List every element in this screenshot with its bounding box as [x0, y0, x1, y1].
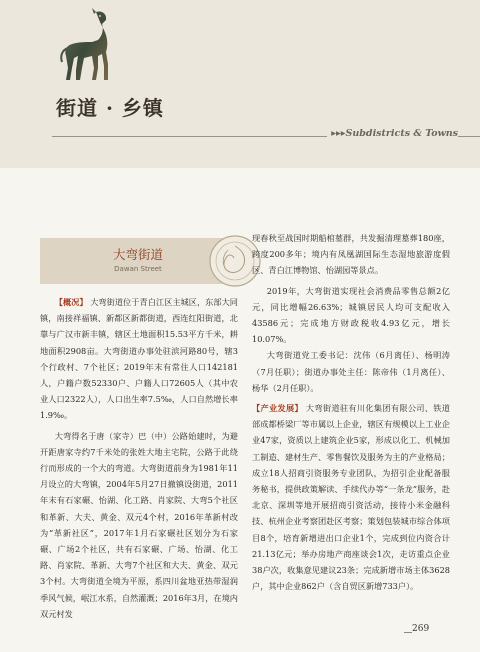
paragraph-text: 现春秋至战国时期船棺墓群，共发掘清理墓葬180座，跨度200多年；境内有凤凰湖国际生态湿地旅游度假区、青白江博物馆、怡湖园等景点。	[252, 233, 450, 276]
paragraph-text: 大弯街道位于青白江区主城区，东部大同镇，南接祥福镇、新都区新都街道，西连红阳街道，北靠与广汉市新丰镇，辖区土地面积15.53平方千米，耕地面积2908亩。大弯街道办事处驻滨河路80号，辖3个行政村、7个社区；2019年末有常住人口142181人，户籍户数52330户、户籍人口72605人（其中农业人口2322人），人口出生率7.5‰，人口自然增长率1.9‰。	[40, 297, 238, 421]
paragraph-overview	[40, 294, 238, 424]
overview-label: 【概况】	[54, 297, 88, 307]
paragraph-text: 大弯街道驻有川化集团有限公司、铁道部成都桥梁厂等市属以上企业，辖区有规模以上工业企业47家，资质以上建筑企业5家，形成以化工、机械加工制造、建材生产、零售餐饮及服务为主的产业格局；成立18人招商引资服务专业团队，为招引企业配备服务秘书，提供政策解读、手续代办等“一条龙”服务，赴北京、深圳等地开展招商引资活动，接待小米金融科技、杭州企业考察团赴区考察；策划包装城市综合体项目8个，培育新增进出口企业1个，完成到位内资合计21.13亿元；举办房地产商座谈会1次，走访重点企业38户次，收集意见建议23条；完成新增市场主体3628户，其中企业862户（含自贸区新增733户）。	[252, 403, 450, 592]
section-title-cn: 街道 · 乡镇	[56, 96, 164, 120]
paragraph-text: 大弯街道党工委书记：沈伟（6月离任）、杨明涛（7月任职）；街道办事处主任：陈帝伟（1月离任）、杨华（2月任职）。	[252, 350, 450, 393]
industry-label: 【产业发展】	[252, 403, 303, 414]
section-title-en: ▸▸▸Subdistricts & Towns	[327, 128, 458, 139]
bronze-horse-image	[52, 6, 118, 88]
paragraph-text: 大弯得名于唐（家寺）巴（中）公路始建时，为避开距唐家寺约7千米处的张姓大地主宅院，公路于此绕行而形成的一个大的弯道。大弯街道前身为1981年11月设立的大弯镇，2004年5月27日撤镇设街道，2011年末有石家碾、怡湖、化工路、肖家院、大弯5个社区和革新、大夫、黄金、双元4个村，2016年革新村改为“革新社区”，2017年1月石家碾社区划分为石家碾、广场2个社区，共有石家碾、广场、怡湖、化工路、肖家院、革新、大弯7个社区和大夫、黄金、双元3个村。大弯街道全境为平原，系四川盆地亚热带湿润季风气候，岷江水系，自然灌溉；2016年3月，在境内双元村发	[40, 430, 238, 619]
banner-title-cn: 大弯街道	[112, 247, 163, 262]
left-text-column	[40, 294, 238, 622]
page-header	[0, 0, 480, 168]
page-number-rule	[404, 632, 412, 633]
paragraph-continued	[252, 230, 450, 279]
page-number: 269	[412, 624, 430, 634]
paragraph-economy	[252, 283, 450, 348]
right-text-column	[252, 230, 450, 594]
paragraph-officials	[252, 347, 450, 396]
subdistrict-banner	[40, 238, 236, 284]
paragraph-text: 2019年，大弯街道实现社会消费品零售总额2亿元，同比增幅26.63%；城镇居民人均可支配收入43586元；完成地方财政税收4.93亿元，增长10.07%。	[252, 285, 450, 345]
banner-title-en: Dawan Street	[114, 265, 162, 273]
paragraph-industry	[252, 400, 450, 594]
paragraph-history	[40, 428, 238, 622]
